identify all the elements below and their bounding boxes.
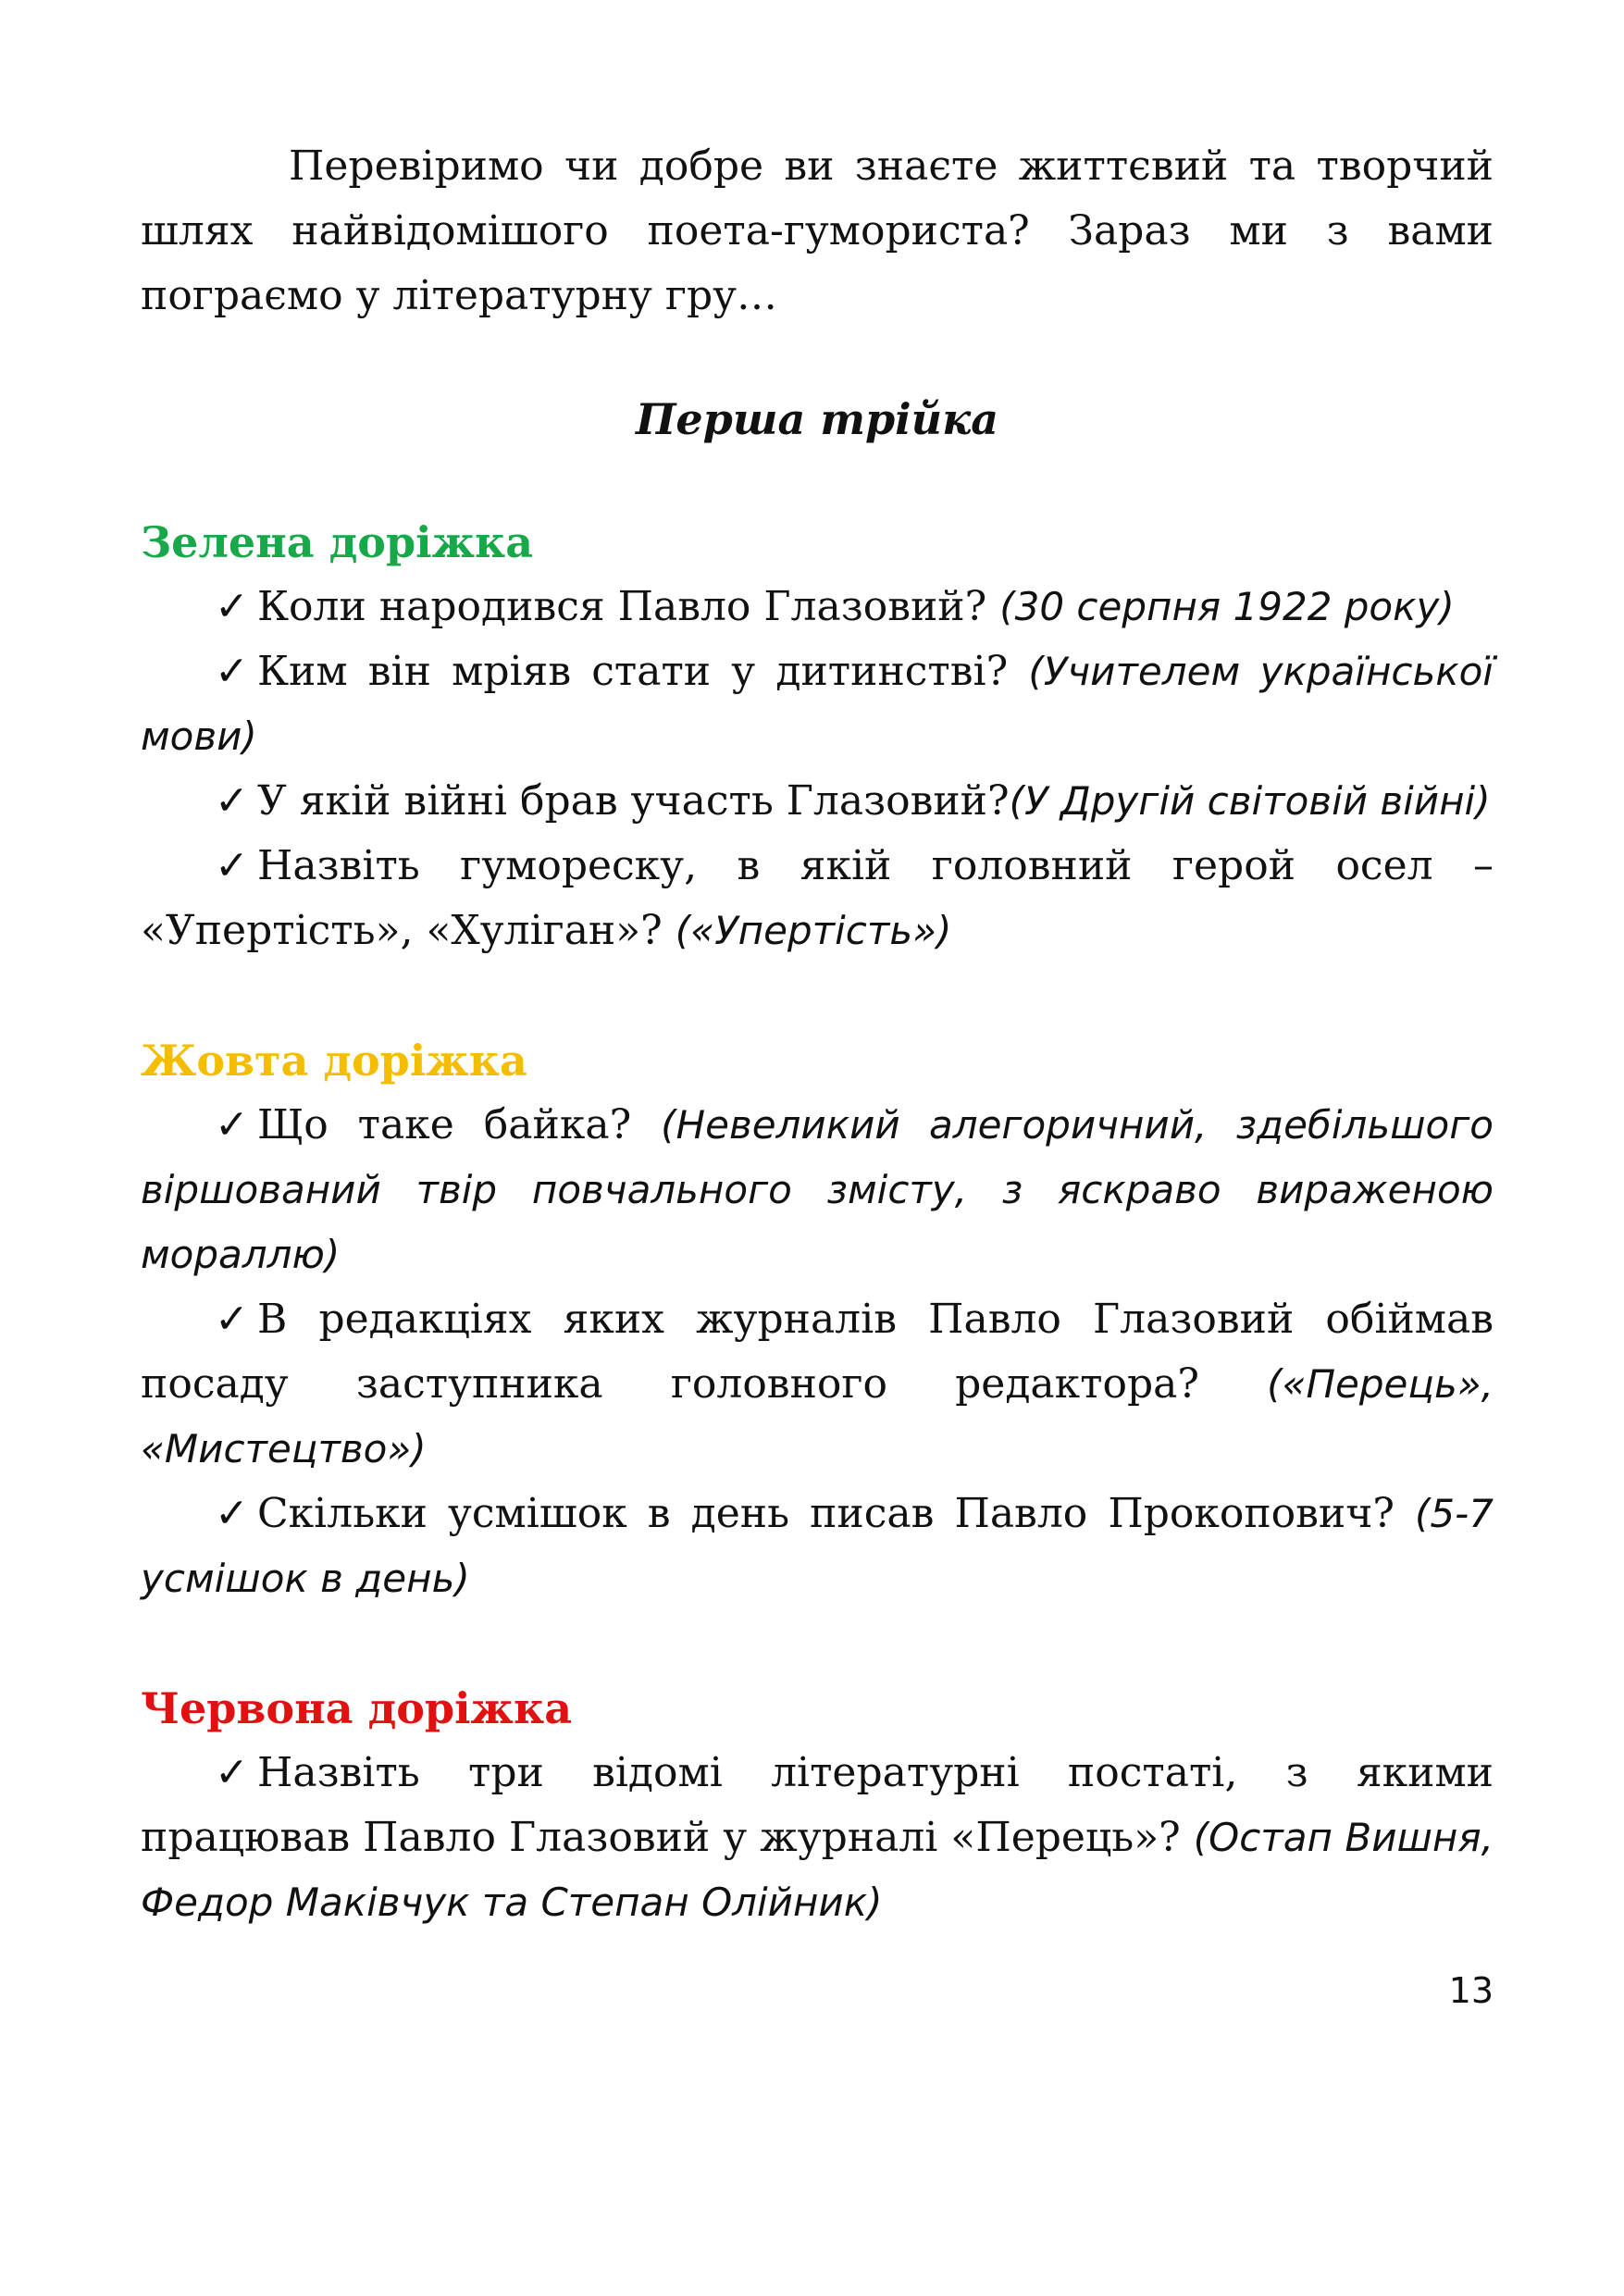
answer-text: (Учителем української мови)	[141, 649, 1494, 759]
question-text: Коли народився Павло Глазовий?	[257, 583, 987, 630]
answer-text: (Остап Вишня, Федор Маківчук та Степан Олійник)	[141, 1815, 1494, 1925]
checkmark-icon: ✓	[215, 842, 249, 889]
track-red	[141, 1676, 1494, 1935]
question-item	[141, 1287, 1494, 1482]
intro-paragraph: Перевіримо чи добре ви знаєте життєвий та творчий шлях найвідомішого поета-гумориста? Зараз ми з вами пограємо у літературну гру…	[141, 143, 1494, 319]
track-yellow	[141, 1028, 1494, 1611]
checkmark-icon: ✓	[215, 583, 249, 630]
checkmark-icon: ✓	[215, 1296, 249, 1343]
checkmark-icon: ✓	[215, 1490, 249, 1537]
question-text: У якій війні брав участь Глазовий?	[257, 777, 1010, 825]
question-item	[141, 639, 1494, 769]
question-item	[141, 1482, 1494, 1611]
question-text: В редакціях яких журналів Павло Глазовий обіймав посаду заступника головного редактора?	[141, 1296, 1494, 1408]
checkmark-icon: ✓	[215, 648, 249, 695]
checkmark-icon: ✓	[215, 1749, 249, 1796]
section-title: Перша трійка	[635, 394, 999, 444]
question-text: Назвіть гумореску, в якій головний герой осел – «Упертість», «Хуліган»?	[141, 842, 1494, 954]
answer-text: (Невеликий алегоричний, здебільшого віршований твір повчального змісту, з яскраво вираженою мораллю)	[141, 1102, 1494, 1277]
question-item	[141, 769, 1494, 834]
answer-text: (У Другій світовій війні)	[1009, 778, 1491, 824]
track-title: Зелена доріжка	[141, 517, 534, 567]
page-number: 13	[1448, 1970, 1494, 2011]
track-title: Жовта доріжка	[141, 1036, 527, 1086]
question-item	[141, 1093, 1494, 1287]
question-item	[141, 834, 1494, 963]
checkmark-icon: ✓	[215, 1101, 249, 1148]
answer-text: («Перець», «Мистецтво»)	[141, 1361, 1494, 1471]
track-title: Червона доріжка	[141, 1683, 573, 1733]
question-text: Назвіть три відомі літературні постаті, з якими працював Павло Глазовий у журналі «Перець»?	[141, 1749, 1494, 1861]
page-content	[141, 134, 1494, 1935]
answer-text: («Упертість»)	[675, 908, 952, 953]
checkmark-icon: ✓	[215, 777, 249, 825]
track-green	[141, 510, 1494, 963]
question-text: Що таке байка?	[257, 1101, 632, 1148]
answer-text: (30 серпня 1922 року)	[999, 584, 1455, 629]
question-text: Ким він мріяв стати у дитинстві?	[257, 648, 1009, 695]
question-item	[141, 1741, 1494, 1935]
question-text: Скільки усмішок в день писав Павло Прокопович?	[257, 1490, 1395, 1537]
question-item	[141, 575, 1494, 639]
answer-text: (5-7 усмішок в день)	[141, 1491, 1494, 1601]
